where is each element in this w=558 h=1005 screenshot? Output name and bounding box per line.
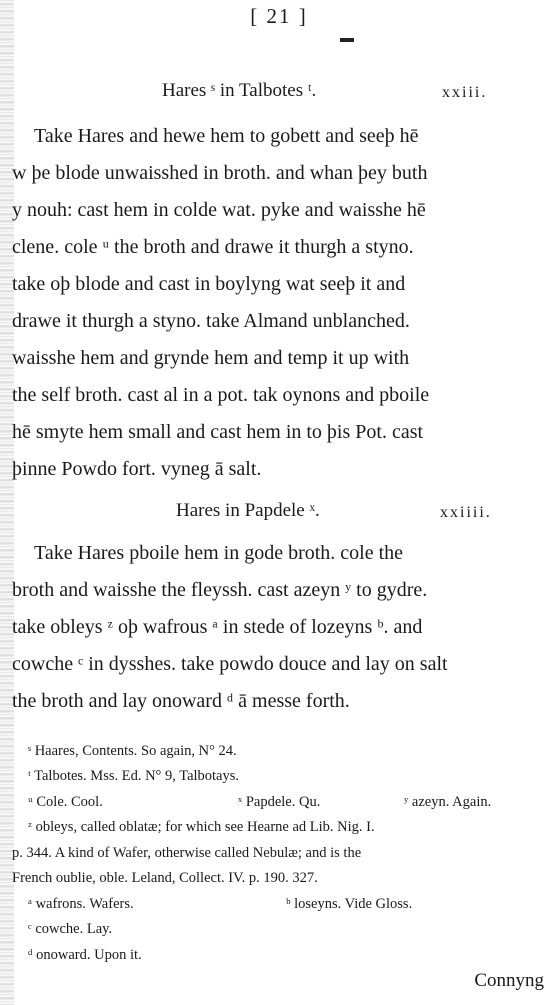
- text-line: take obleys ᶻ oþ wafrous ᵃ in stede of lozeyns ᵇ. and: [12, 616, 423, 638]
- section-number-24: xxiiii.: [440, 504, 492, 521]
- footnote-c: ᶜ cowche. Lay.: [28, 921, 113, 937]
- page-number: [ 21 ]: [250, 4, 308, 28]
- ink-mark: [340, 38, 354, 42]
- footnote-z: ᶻ obleys, called oblatæ; for which see Hearne ad Lib. Nig. I.: [28, 819, 375, 835]
- text-line: þinne Powdo fort. vyneg ā salt.: [12, 458, 262, 480]
- text-line: broth and waisshe the fleyssh. cast azeyn ʸ to gydre.: [12, 579, 428, 601]
- text-line: Take Hares and hewe hem to gobett and seeþ hē: [34, 125, 419, 147]
- text-line: the self broth. cast al in a pot. tak oynons and pboile: [12, 384, 430, 406]
- footnote-b: ᵇ loseyns. Vide Gloss.: [286, 896, 413, 912]
- section-number-23: xxiii.: [442, 84, 488, 101]
- text-line: y nouh: cast hem in colde wat. pyke and waisshe hē: [12, 199, 426, 221]
- footnote-y: ʸ azeyn. Again.: [404, 794, 492, 810]
- text-line: drawe it thurgh a styno. take Almand unblanched.: [12, 310, 410, 332]
- footnote-z-continued: French oublie, oble. Leland, Collect. IV. p. 190. 327.: [12, 870, 318, 886]
- footnote-u: ᵘ Cole. Cool.: [28, 794, 103, 810]
- footnote-s: ˢ Haares, Contents. So again, N° 24.: [28, 743, 237, 759]
- footnote-a: ᵃ wafrons. Wafers.: [28, 896, 134, 912]
- text-line: the broth and lay onoward ᵈ ā messe forth.: [12, 690, 350, 712]
- text-line: take oþ blode and cast in boylyng wat seeþ it and: [12, 273, 406, 295]
- text-line: w þe blode unwaisshed in broth. and whan þey buth: [12, 162, 428, 184]
- text-line: hē smyte hem small and cast hem in to þis Pot. cast: [12, 421, 424, 443]
- footnote-t: ᵗ Talbotes. Mss. Ed. N° 9, Talbotays.: [28, 768, 240, 784]
- footnote-d: ᵈ onoward. Upon it.: [28, 947, 142, 963]
- section-title-hares-in-papdele: Hares in Papdele ˣ.: [176, 500, 320, 521]
- text-line: cowche ᶜ in dysshes. take powdo douce and lay on salt: [12, 653, 448, 675]
- catchword: Connyng: [474, 970, 544, 991]
- text-line: Take Hares pboile hem in gode broth. cole the: [34, 542, 404, 564]
- text-line: clene. cole ᵘ the broth and drawe it thurgh a styno.: [12, 236, 414, 258]
- footnote-z-continued: p. 344. A kind of Wafer, otherwise called Nebulæ; and is the: [12, 845, 362, 861]
- footnote-x: ˣ Papdele. Qu.: [238, 794, 321, 810]
- section-title-hares-in-talbotes: Hares ˢ in Talbotes ᵗ.: [162, 80, 317, 101]
- text-line: waisshe hem and grynde hem and temp it up with: [12, 347, 410, 369]
